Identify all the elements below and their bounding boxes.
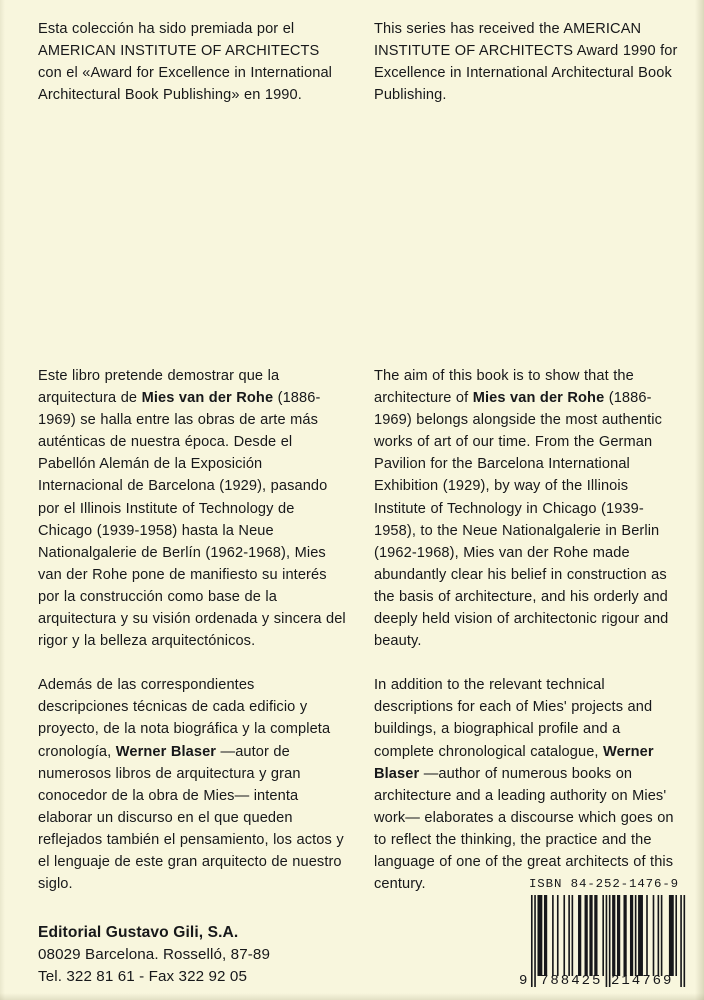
publisher-imprint [38, 922, 368, 988]
publisher-address: 08029 Barcelona. Rosselló, 87-89 [38, 946, 271, 963]
ean13-barcode [518, 895, 690, 988]
ean-lead-digit: 9 [519, 973, 528, 989]
paper-edge-bottom [0, 993, 704, 1000]
award-note-english-text: This series has received the AMERICAN INSTITUTE OF ARCHITECTS Award 1990 for Excellence in International Architectural Book Publishing. [374, 21, 678, 104]
paper-edge-right [695, 0, 704, 1000]
blurb-en-p2-lead: In addition to the relevant technical descriptions for each of Mies' projects and buildings, a biographical profile and a complete chronological catalogue, [374, 677, 653, 760]
blurb-english-paragraph-1 [374, 365, 682, 652]
blurb-en-p2-rest: —author of numerous books on architecture and a leading authority on Mies' work— elaborates a discourse which goes on to reflect the thinking, the practice and the language of one of the great architects of this century. [374, 765, 674, 893]
publisher-contact: Tel. 322 81 61 - Fax 322 92 05 [38, 968, 248, 985]
award-note-spanish-text: Esta colección ha sido premiada por el AMERICAN INSTITUTE OF ARCHITECTS con el «Award for Excellence in International Architectural Book Publishing» en 1990. [38, 21, 333, 104]
blurb-es-p1-lead: Este libro pretende demostrar que la arquitectura de [38, 368, 280, 407]
ean-right-group: 214769 [611, 973, 674, 989]
architect-name-en: Mies van der Rohe [472, 390, 605, 407]
blurb-english-paragraph-2 [374, 674, 682, 895]
blurb-es-p2-rest: —autor de numerosos libros de arquitectura y gran conocedor de la obra de Mies— intenta elaborar un discurso en el que queden reflejados también el pensamiento, los actos y el lenguaje de este gran arquitecto de nuestro siglo. [38, 743, 344, 893]
blurb-en-p1-lead: The aim of this book is to show that the architecture of [374, 368, 634, 407]
blurb-es-p1-rest: (1886-1969) se halla entre las obras de arte más auténticas de nuestra época. Desde el Pabellón Alemán de la Exposición Internacional de Barcelona (1929), pasando por el Illinois Institute of Technology de Chicago (1939-1958) hasta la Neue Nationalgalerie de Berlín (1962-1968), Mies van der Rohe pone de manifiesto su interés por la construcción como base de la arquitectura y su visión ordenada y sincera del rigor y la belleza arquitectónicos. [38, 390, 346, 650]
blurb-spanish-paragraph-1 [38, 365, 346, 652]
barcode-block [518, 877, 690, 988]
ean-left-group: 788425 [540, 973, 603, 989]
blurb-spanish-paragraph-2 [38, 674, 346, 895]
award-note-english [374, 18, 682, 106]
author-name-en: Werner Blaser [374, 743, 654, 782]
blurb-en-p1-rest: (1886-1969) belongs alongside the most authentic works of art of our time. From the German Pavilion for the Barcelona International Exhibition (1929), by way of the Illinois Institute of Technology in Chicago (1939-1958), to the Neue Nationalgalerie in Berlin (1962-1968), Mies van der Rohe made abundantly clear his belief in construction as the basis of architecture, and his orderly and deeply held vision of architectonic rigour and beauty. [374, 390, 669, 650]
blurb-spanish [38, 365, 346, 895]
isbn-label: ISBN 84-252-1476-9 [528, 877, 680, 891]
ean13-digits [518, 971, 690, 989]
blurb-english [374, 365, 682, 895]
award-note-spanish [38, 18, 346, 106]
architect-name-es: Mies van der Rohe [141, 390, 274, 407]
publisher-name: Editorial Gustavo Gili, S.A. [38, 924, 239, 941]
blurb-es-p2-lead: Además de las correspondientes descripciones técnicas de cada edificio y proyecto, de la nota biográfica y la completa cronología, [38, 677, 331, 760]
paper-edge-left [0, 0, 5, 1000]
author-name-es: Werner Blaser [115, 743, 217, 760]
